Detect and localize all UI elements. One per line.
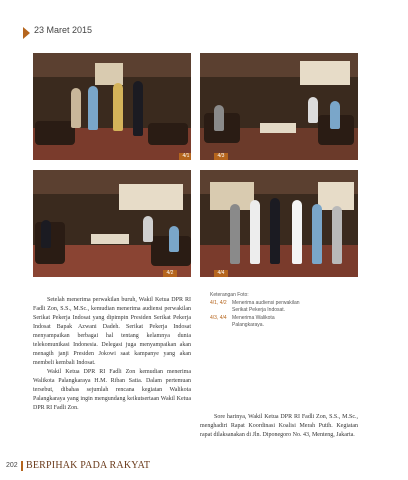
caption-line: Serikat Pekerja Indosat.	[232, 307, 286, 313]
book-title: BERPIHAK PADA RAKYAT	[26, 460, 151, 471]
photo-tag: 4/1	[179, 153, 191, 160]
photo-tag: 4/2	[163, 270, 177, 277]
caption-item	[210, 315, 360, 330]
photo-audiensi-2	[200, 53, 358, 160]
caption-code: 4/1, 4/2	[210, 299, 227, 306]
page-number: 202	[6, 462, 18, 469]
body-right-column	[200, 413, 358, 440]
body-paragraph: Setelah menerima perwakilan buruh, Wakil Ketua DPR RI Fadli Zon, S.S., M.Sc., kemudian menerima audiensi perwakilan Serikat Pekerja Indosat yang dipimpin Presiden Serikat Pekerja Indosat Bapak Azwani Dadeh. Serikat Pekerja Indosat menyampaikan berbagai hal tentang kelamnya dunia telekomunikasi Indonesia. Delegasi juga menyampaikan akan menagih janji Presiden Jokowi saat kampanye yang akan membeli kembali Indosat.	[33, 297, 191, 366]
photo-walikota-1	[33, 170, 191, 277]
page-date: 23 Maret 2015	[34, 25, 93, 35]
caption-title: Keterangan Foto:	[210, 292, 249, 298]
caption-line: Menerima Walikota	[232, 314, 275, 321]
photo-audiensi-1	[33, 53, 191, 160]
caption-line: Palangkaraya.	[232, 322, 264, 328]
body-paragraph: Sore harinya, Wakil Ketua DPR RI Fadli Zon, S.S., M.Sc., menghadiri Rapat Koordinasi Koalisi Merah Putih. Kegiatan rapat dilaksanakan di Jln. Diponegoro No. 43, Menteng, Jakarta.	[200, 414, 358, 438]
footer-divider	[21, 461, 23, 471]
photo-walikota-2	[200, 170, 358, 277]
photo-tag: 4/3	[214, 153, 228, 160]
caption-item	[210, 300, 360, 315]
caption-line: Menerima audiensi perwakilan	[232, 299, 300, 306]
caption-code: 4/3, 4/4	[210, 314, 227, 321]
date-marker-icon	[23, 27, 30, 39]
photo-tag: 4/4	[214, 270, 228, 277]
photo-caption	[210, 292, 360, 330]
body-left-column	[33, 296, 191, 413]
body-paragraph: Wakil Ketua DPR RI Fadli Zon kemudian menerima Walikota Palangkaraya H.M. Riban Satia. Dalam pertemuan tersebut, dibahas sejumlah rencana kegiatan Walikota Palangkaraya yang ingin mengundang keikutsertaan Wakil Ketua DPR RI Fadli Zon.	[33, 369, 191, 411]
